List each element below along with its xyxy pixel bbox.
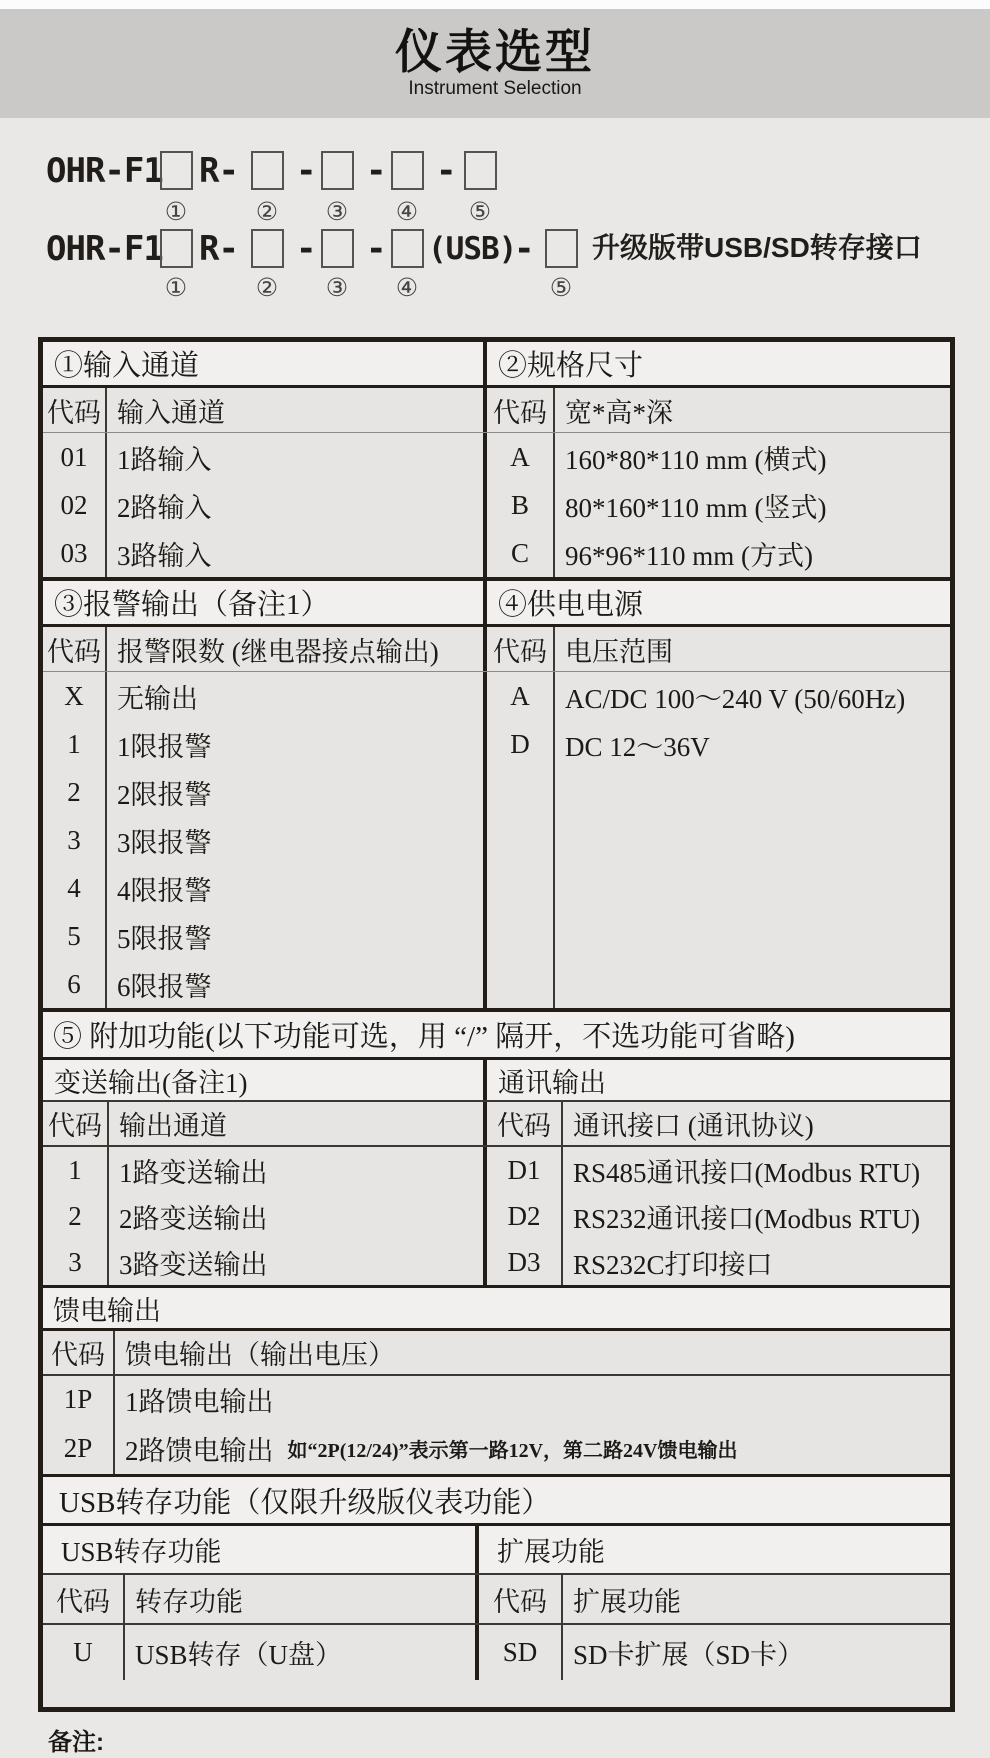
table-cell: 2 — [67, 776, 81, 807]
page-subtitle: Instrument Selection — [408, 78, 582, 100]
table-cell: 160*80*110 mm (横式) — [565, 444, 827, 475]
section-body — [43, 1147, 950, 1285]
table-cell: A — [510, 441, 530, 472]
model2-box-4 — [391, 229, 424, 268]
subsection-title-row — [43, 1526, 950, 1575]
section-body — [43, 1376, 950, 1474]
comm-code-column — [487, 1147, 561, 1285]
model1-r: R- — [199, 151, 238, 191]
comm-code-header: 代码 — [497, 1111, 551, 1141]
section-input-size — [43, 342, 950, 581]
section-power-title: ④供电电源 — [498, 589, 644, 621]
model2-box-2 — [251, 229, 284, 268]
input-code-header: 代码 — [47, 397, 101, 428]
section-size-title: ②规格尺寸 — [498, 350, 644, 382]
size-desc-column — [555, 433, 950, 577]
remark-label: 备注: — [48, 1729, 104, 1756]
section-transmit-comm — [43, 1060, 950, 1288]
table-cell: D3 — [507, 1246, 541, 1277]
section-feed — [43, 1288, 950, 1477]
table-cell: B — [510, 489, 529, 520]
section-body — [43, 433, 950, 577]
section-alarm-title: ③报警输出（备注1） — [54, 589, 330, 621]
model-number-area — [0, 0, 990, 340]
feed-row-desc: 1路馈电输出 — [125, 1386, 274, 1417]
table-cell: RS232通讯接口(Modbus RTU) — [573, 1203, 921, 1234]
table-cell: 96*96*110 mm (方式) — [565, 540, 813, 571]
table-cell — [115, 1422, 950, 1474]
table-cell: 03 — [60, 537, 88, 568]
model1-circle-5: ⑤ — [468, 199, 492, 226]
table-cell: D1 — [507, 1154, 541, 1185]
model2-circle-5: ⑤ — [549, 275, 573, 302]
model2-box-3 — [321, 229, 354, 268]
model2-box-1 — [160, 229, 193, 268]
table-cell: 3 — [67, 824, 81, 855]
table-cell: 1限报警 — [117, 731, 212, 762]
input-desc-header: 输入通道 — [117, 397, 225, 428]
table-cell: D2 — [507, 1200, 541, 1231]
section-usb-expand — [43, 1526, 950, 1680]
table-cell: 2路输入 — [117, 492, 212, 523]
feed-code-header: 代码 — [51, 1340, 105, 1370]
transmit-title: 变送输出(备注1) — [54, 1067, 248, 1098]
comm-desc-column — [563, 1147, 950, 1285]
feed-code-column — [43, 1376, 113, 1474]
alarm-desc-column — [107, 672, 483, 1008]
table-cell: X — [64, 680, 84, 711]
page-title: 仪表选型 — [395, 24, 595, 78]
section-body — [43, 1625, 950, 1680]
table-cell: DC 12～36V — [565, 731, 710, 762]
usb-desc-column — [125, 1625, 475, 1680]
selection-table — [38, 337, 955, 1712]
table-cell: 3路输入 — [117, 540, 212, 571]
table-cell: SD卡扩展（SD卡） — [573, 1640, 805, 1670]
model2-r: R- — [199, 229, 238, 269]
section-alarm-power — [43, 581, 950, 1012]
model1-box-3 — [321, 151, 354, 190]
power-desc-column — [555, 672, 950, 1008]
model1-prefix: OHR-F1 — [46, 151, 163, 191]
table-cell: A — [510, 680, 530, 711]
transmit-code-column — [43, 1147, 107, 1285]
model2-usb-label: (USB) — [428, 231, 517, 267]
table-cell: D — [510, 728, 530, 759]
section-header-row — [43, 581, 950, 627]
table-cell: 80*160*110 mm (竖式) — [565, 492, 827, 523]
table-cell: 6 — [67, 968, 81, 999]
alarm-code-column — [43, 672, 105, 1008]
column-header-row — [43, 1102, 950, 1147]
table-cell: RS232C打印接口 — [573, 1249, 773, 1280]
table-cell: 4限报警 — [117, 875, 212, 906]
column-header-row — [43, 1575, 950, 1625]
usb-code-header: 代码 — [56, 1586, 110, 1617]
model1-box-4 — [391, 151, 424, 190]
section-header-row — [43, 342, 950, 388]
power-code-header: 代码 — [493, 636, 547, 667]
expand-code-column — [479, 1625, 561, 1680]
table-cell: C — [510, 537, 529, 568]
table-cell: SD — [502, 1637, 538, 1667]
model1-circle-4: ④ — [395, 199, 419, 226]
subsection-title-row — [43, 1060, 950, 1102]
table-cell: 1路输入 — [117, 444, 212, 475]
model1-box-5 — [464, 151, 497, 190]
table-cell: 1 — [67, 728, 81, 759]
model2-prefix: OHR-F1 — [46, 229, 163, 269]
usb-desc-header: 转存功能 — [135, 1586, 243, 1617]
table-cell: 2限报警 — [117, 779, 212, 810]
model1-dash-2: - — [366, 151, 386, 191]
feed-row-desc: 2路馈电输出 — [125, 1435, 274, 1466]
table-cell: 3限报警 — [117, 827, 212, 858]
model1-circle-2: ② — [255, 199, 279, 226]
table-cell: 2 — [68, 1200, 82, 1231]
model1-circle-1: ① — [164, 199, 188, 226]
table-cell — [115, 1376, 950, 1422]
table-cell: U — [73, 1637, 93, 1667]
table-cell: 3路变送输出 — [119, 1249, 268, 1280]
usb-code-column — [43, 1625, 123, 1680]
alarm-desc-header: 报警限数 (继电器接点输出) — [117, 636, 439, 667]
comm-desc-header: 通讯接口 (通讯协议) — [573, 1111, 814, 1141]
column-header-row — [43, 627, 950, 672]
model2-upgrade-note: 升级版带USB/SD转存接口 — [592, 232, 922, 263]
section-usb-banner: USB转存功能（仅限升级版仪表功能） — [43, 1477, 950, 1526]
usb-title: USB转存功能 — [61, 1537, 222, 1567]
power-code-column — [487, 672, 553, 1008]
input-desc-column — [107, 433, 483, 577]
model2-circle-2: ② — [255, 275, 279, 302]
column-header-row — [43, 1331, 950, 1376]
transmit-desc-column — [109, 1147, 483, 1285]
model2-circle-4: ④ — [395, 275, 419, 302]
feed-row-note: 如“2P(12/24)”表示第一路12V，第二路24V馈电输出 — [287, 1439, 738, 1462]
table-cell: 2P — [63, 1432, 93, 1463]
table-cell: 1 — [68, 1154, 82, 1185]
table-cell: 无输出 — [117, 683, 198, 714]
section-addon-banner: ⑤ 附加功能(以下功能可选，用 “/” 隔开，不选功能可省略) — [43, 1012, 950, 1060]
feed-title: 馈电输出 — [43, 1288, 950, 1331]
table-cell: 5 — [67, 920, 81, 951]
model1-dash-1: - — [296, 151, 316, 191]
size-code-column — [487, 433, 553, 577]
model2-dash-3: - — [514, 229, 534, 269]
table-cell: 2路变送输出 — [119, 1203, 268, 1234]
table-cell: 02 — [60, 489, 88, 520]
feed-desc-header: 馈电输出（输出电压） — [125, 1340, 395, 1370]
expand-desc-column — [563, 1625, 950, 1680]
model1-circle-3: ③ — [325, 199, 349, 226]
model1-box-2 — [251, 151, 284, 190]
power-desc-header: 电压范围 — [565, 636, 673, 667]
model2-dash-2: - — [366, 229, 386, 269]
expand-title: 扩展功能 — [497, 1537, 605, 1567]
model2-dash-1: - — [296, 229, 316, 269]
section-body — [43, 672, 950, 1008]
table-cell: 3 — [68, 1246, 82, 1277]
feed-desc-column — [115, 1376, 950, 1474]
size-desc-header: 宽*高*深 — [565, 397, 673, 428]
model1-dash-3: - — [436, 151, 456, 191]
transmit-code-header: 代码 — [48, 1111, 102, 1141]
alarm-code-header: 代码 — [47, 636, 101, 667]
model2-circle-3: ③ — [325, 275, 349, 302]
table-cell: USB转存（U盘） — [135, 1640, 343, 1670]
comm-title: 通讯输出 — [498, 1067, 606, 1098]
table-cell: AC/DC 100～240 V (50/60Hz) — [565, 683, 906, 714]
expand-desc-header: 扩展功能 — [573, 1586, 681, 1617]
column-header-row — [43, 388, 950, 433]
table-cell: RS485通讯接口(Modbus RTU) — [573, 1157, 921, 1188]
table-cell: 01 — [60, 441, 88, 472]
table-cell: 6限报警 — [117, 971, 212, 1002]
section-input-title: ①输入通道 — [54, 350, 200, 382]
expand-code-header: 代码 — [493, 1586, 547, 1617]
model2-circle-1: ① — [164, 275, 188, 302]
model1-box-1 — [160, 151, 193, 190]
size-code-header: 代码 — [493, 397, 547, 428]
table-cell: 1P — [63, 1383, 93, 1414]
table-cell: 4 — [67, 872, 81, 903]
input-code-column — [43, 433, 105, 577]
model2-box-5 — [545, 229, 578, 268]
table-cell: 5限报警 — [117, 923, 212, 954]
table-cell: 1路变送输出 — [119, 1157, 268, 1188]
transmit-desc-header: 输出通道 — [119, 1111, 227, 1141]
